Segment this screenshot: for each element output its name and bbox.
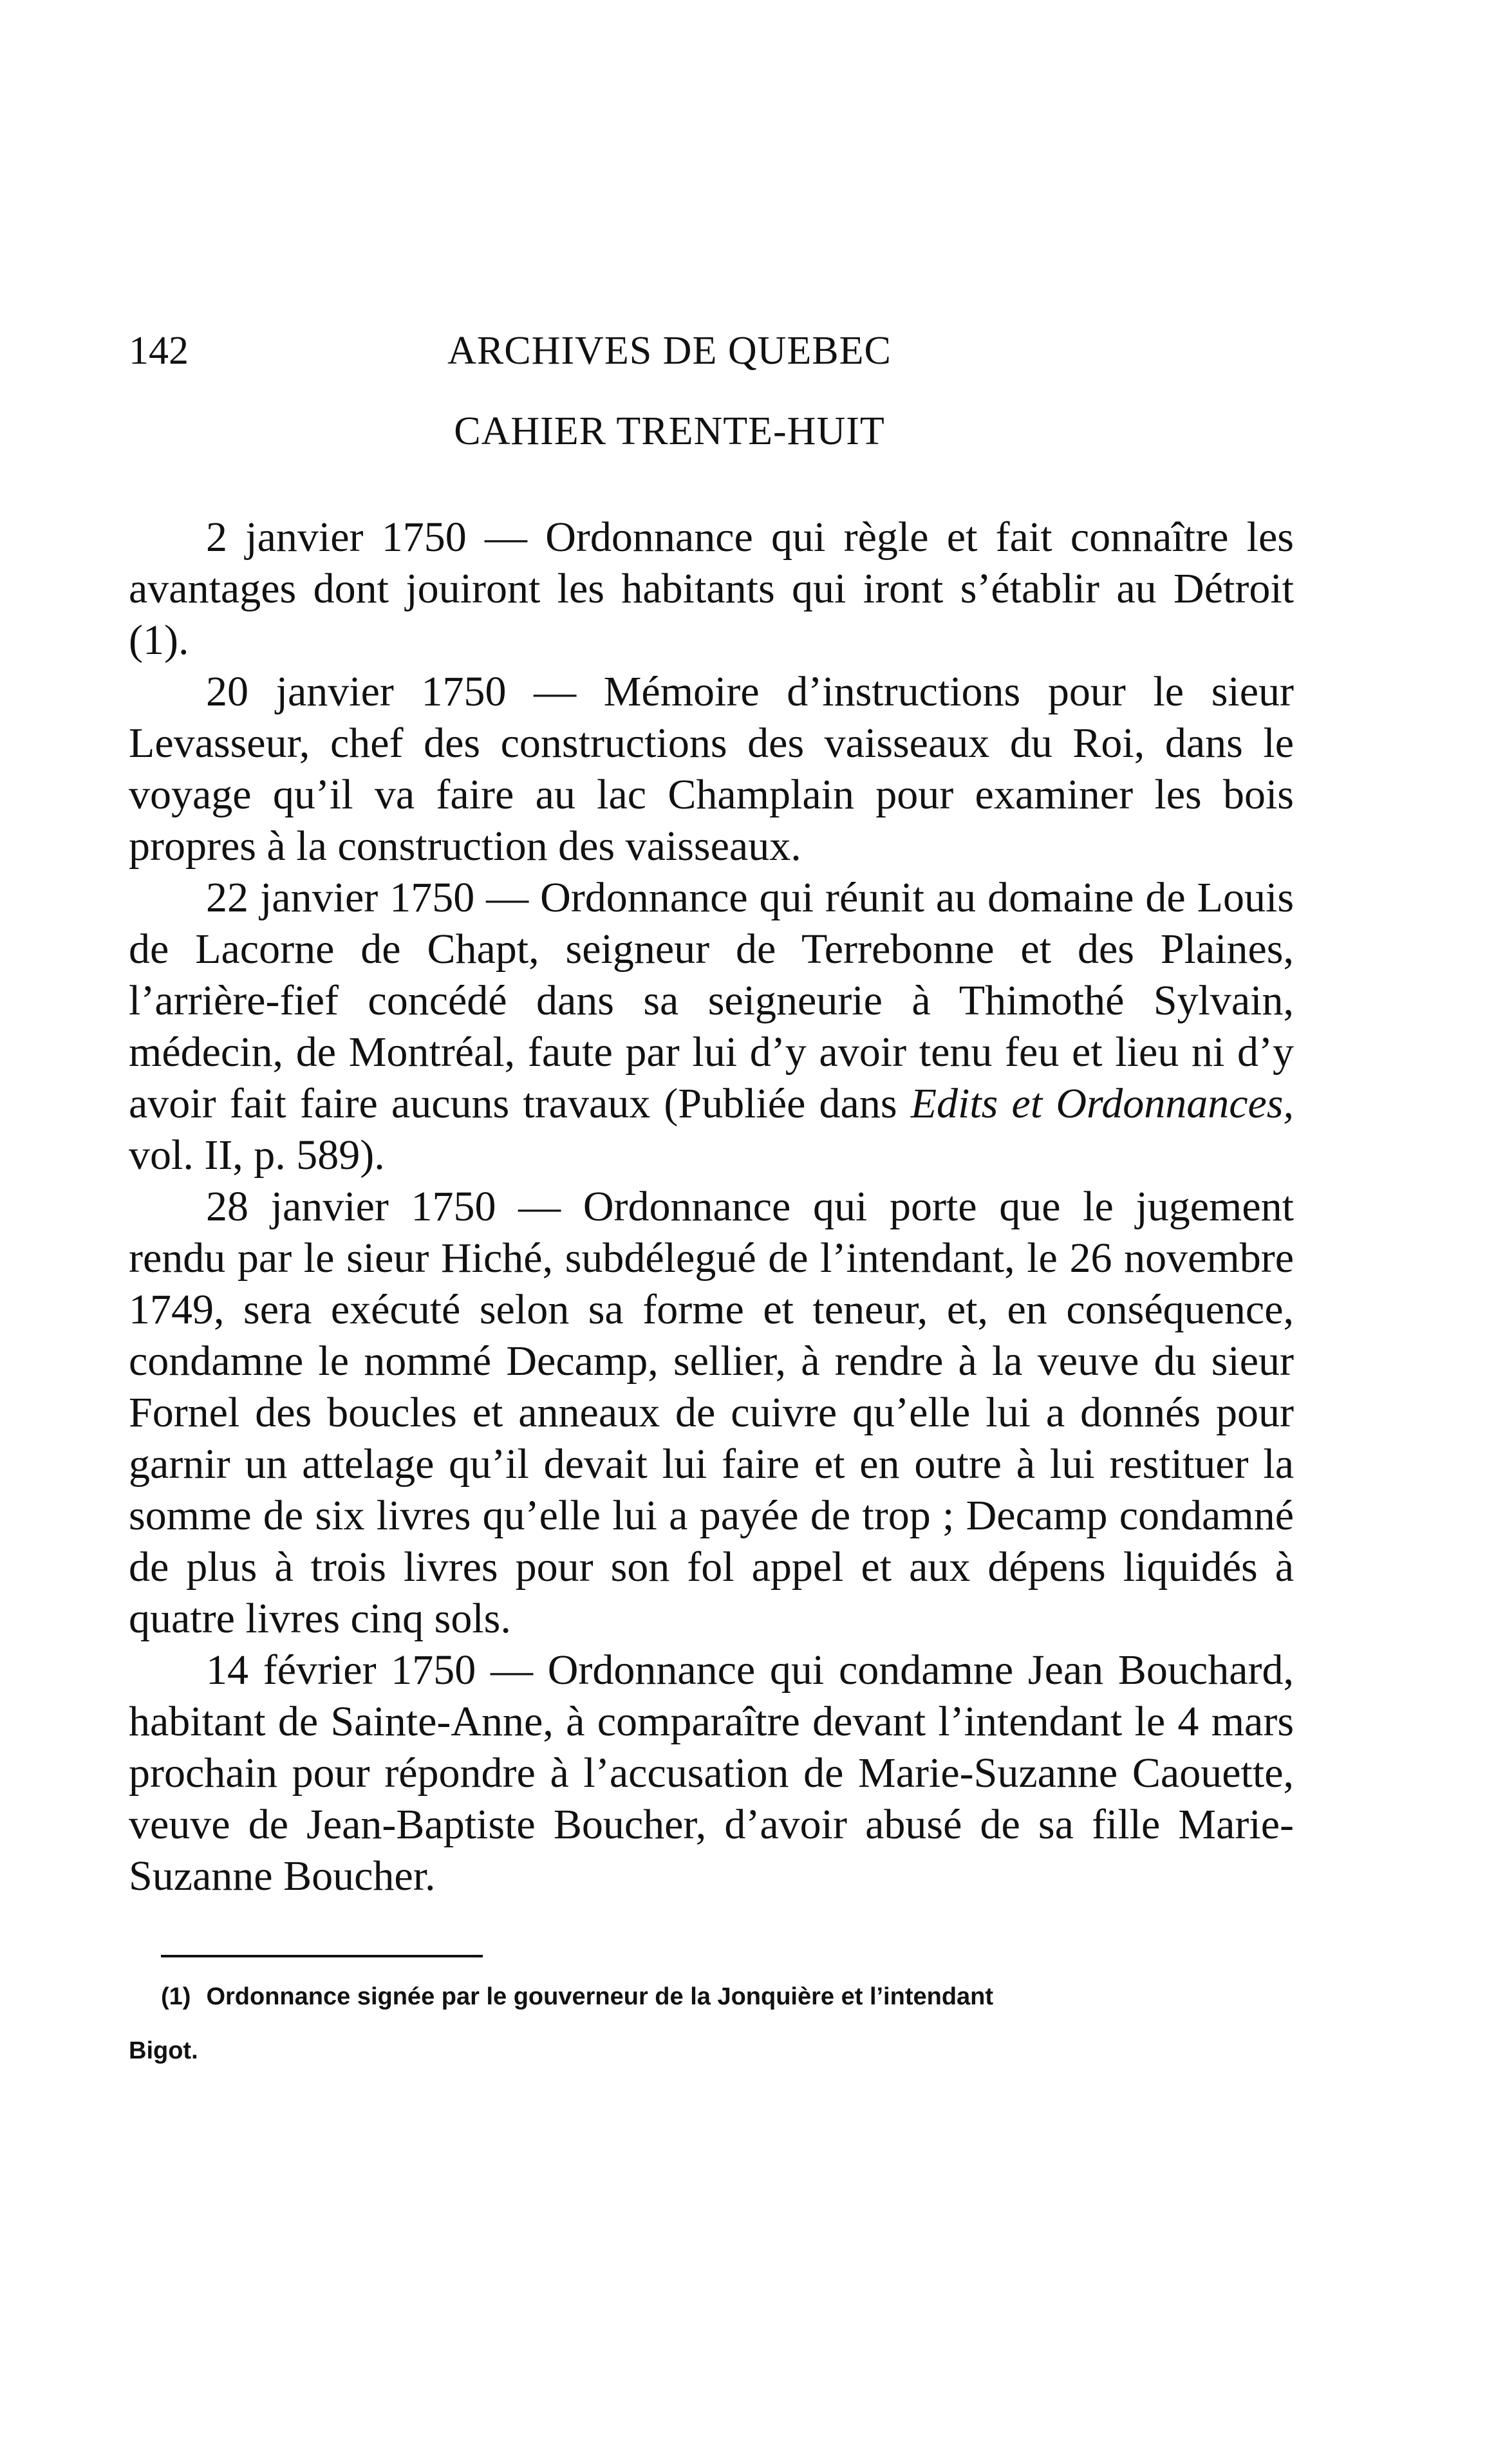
entry-text: Mémoire d’instructions pour le sieur Levasseur, chef des constructions des vaisseaux du Roi, dans le voyage qu’il va faire au lac Champlain pour examiner les bois propres à la construction des vaisseaux. (129, 668, 1295, 870)
footnote-text-continued: Bigot. (129, 2037, 198, 2064)
footnote-text: Ordonnance signée par le gouverneur de la Jonquière et l’intendant (206, 1983, 994, 2010)
entry-paragraph (129, 1645, 1294, 1902)
body-text (129, 512, 1294, 1902)
publication-title: Edits et Ordonnances, (910, 1080, 1294, 1127)
entry-text: Ordonnance qui condamne Jean Bouchard, habitant de Sainte-Anne, à comparaître devant l’intendant le 4 mars prochain pour répondre à l’accusation de Marie-Suzanne Caouette, veuve de Jean-Baptiste Boucher, d’avoir abusé de sa fille Marie-Suzanne Boucher. (129, 1647, 1294, 1899)
footnote-mark: (1) (161, 1983, 191, 2010)
entry-text-after: vol. II, p. 589). (129, 1132, 385, 1179)
entry-paragraph (129, 666, 1294, 872)
entry-paragraph (129, 1181, 1294, 1645)
entry-paragraph (129, 512, 1294, 666)
entry-paragraph (129, 872, 1294, 1181)
running-title: ARCHIVES DE QUEBEC (447, 329, 892, 373)
section-title: CAHIER TRENTE-HUIT (454, 409, 885, 453)
entry-text: Ordonnance qui règle et fait connaître les avantages dont jouiront les habitants qui iront s’établir au Détroit (1). (129, 514, 1294, 664)
entry-separator: — (506, 668, 604, 715)
entry-date: 14 février 1750 (206, 1647, 476, 1694)
running-head (129, 322, 1294, 380)
footnote (129, 1970, 1294, 2078)
entry-text: Ordonnance qui porte que le jugement rendu par le sieur Hiché, subdélegué de l’intendant, le 26 novembre 1749, sera exécuté selon sa forme et teneur, et, en conséquence, condamne le nommé Decamp, sellier, à rendre à la veuve du sieur Fornel des boucles et anneaux de cuivre qu’elle lui a donnés pour garnir un attelage qu’il devait lui faire et en outre à lui restituer la somme de six livres qu’elle lui a payée de trop ; Decamp condamné de plus à trois livres pour son fol appel et aux dépens liquidés à quatre livres cinq sols. (129, 1183, 1295, 1642)
entry-date: 2 janvier 1750 (206, 514, 467, 561)
entry-separator: — (466, 514, 546, 561)
entry-date: 20 janvier 1750 (206, 668, 507, 715)
entry-date: 28 janvier 1750 (206, 1183, 496, 1230)
page-number: 142 (129, 329, 189, 373)
entry-separator: — (496, 1183, 583, 1230)
entry-text: Ordonnance qui réunit au domaine de Louis de Lacorne de Chapt, seigneur de Terrebonne et des Plaines, l’arrière-fief concédé dans sa seigneurie à Thimothé Sylvain, médecin, de Montréal, faute par lui d’y avoir tenu feu et lieu ni d’y avoir fait faire aucuns travaux (Publiée dans (129, 874, 1294, 1127)
entry-separator: — (474, 874, 541, 921)
entry-date: 22 janvier 1750 (206, 874, 475, 921)
entry-separator: — (476, 1647, 548, 1694)
footnote-divider (161, 1955, 483, 1957)
